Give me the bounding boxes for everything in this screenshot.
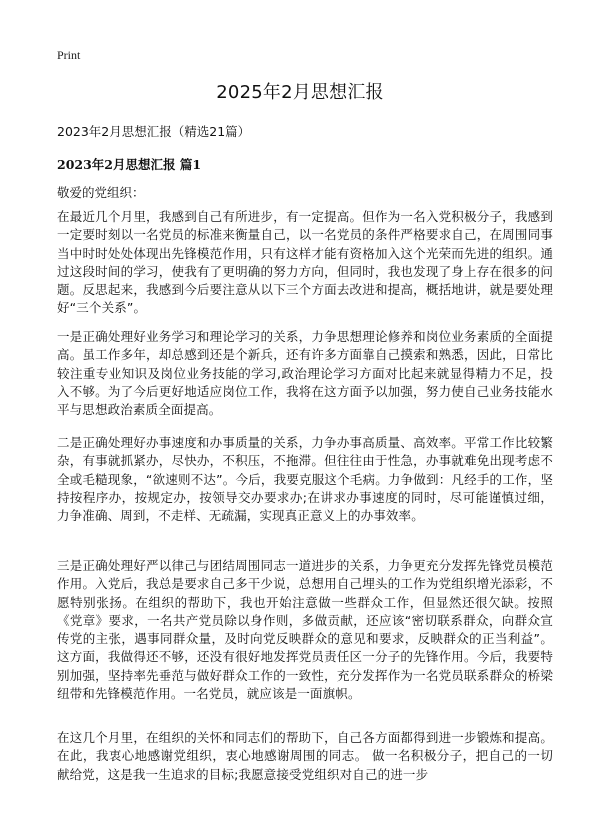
- paragraph-intro: 在最近几个月里，我感到自己有所进步，有一定提高。但作为一名入党积极分子，我感到一定要时刻以一名党员的标准来衡量自己，以一名党员的条件严格要求自己，在周围同事当中时时处处体现出先锋模范作用，只有这样才能有资格加入这个光荣而先进的组织。通过这段时间的学习，使我有了更明确的努力方向，但同时，我也发现了身上存在很多的问题。反思起来，我感到今后要注意从以下三个方面去改进和提高，概括地讲，就是要处理好“三个关系”。: [57, 209, 553, 316]
- paragraph-point-two: 二是正确处理好办事速度和办事质量的关系，力争办事高质量、高效率。平常工作比较繁杂，有事就抓紧办，尽快办，不积压，不拖滞。但往往由于性急，办事就难免出现考虑不全或毛糙现象，“欲速则不达”。今后，我要克服这个毛病。力争做到：凡经手的工作，坚持按程序办，按规定办，按领导交办要求办;在讲求办事速度的同时，尽可能谨慎过细，力争准确、周到，不走样、无疏漏，实现真正意义上的办事效率。: [57, 435, 553, 524]
- document-title: 2025年2月思想汇报: [216, 82, 384, 103]
- document-subtitle: 2023年2月思想汇报（精选21篇）: [57, 124, 251, 139]
- salutation: 敬爱的党组织：: [57, 185, 145, 200]
- paragraph-closing: 在这几个月里，在组织的关怀和同志们的帮助下，自己各方面都得到进一步锻炼和提高。在此，我衷心地感谢党组织，衷心地感谢周围的同志。 做一名积极分子，把自己的一切献给党，这是我一生追求的目标;我愿意接受党组织对自己的进一步: [57, 730, 553, 782]
- paragraph-point-one: 一是正确处理好业务学习和理论学习的关系，力争思想理论修养和岗位业务素质的全面提高。虽工作多年，却总感到还是个新兵，还有许多方面靠自己摸索和熟悉，因此，日常比较注重专业知识及岗位业务技能的学习,政治理论学习方面对比起来就显得精力不足，投入不够。为了今后更好地适应岗位工作，我将在这方面予以加强，努力使自己业务技能水平与思想政治素质全面提高。: [57, 329, 553, 418]
- section-heading: 2023年2月思想汇报 篇1: [57, 157, 202, 172]
- paragraph-point-three: 三是正确处理好严以律己与团结周围同志一道进步的关系，力争更充分发挥先锋党员模范作用。入党后，我总是要求自己多干少说，总想用自己埋头的工作为党组织增光添彩，不愿特别张扬。在组织的帮助下，我也开始注意做一些群众工作，但显然还很欠缺。按照《党章》要求，一名共产党员除以身作则，多做贡献，还应该“密切联系群众，向群众宣传党的主张，遇事同群众量，及时向党反映群众的意见和要求，反映群众的正当利益”。这方面，我做得还不够，还没有很好地发挥党员责任区一分子的先锋作用。今后，我要特别加强，坚持率先垂范与做好群众工作的一致性，充分发挥作为一名党员联系群众的桥梁纽带和先锋模范作用。一名党员，就应该是一面旗帜。: [57, 558, 553, 702]
- print-link[interactable]: Print: [57, 48, 81, 62]
